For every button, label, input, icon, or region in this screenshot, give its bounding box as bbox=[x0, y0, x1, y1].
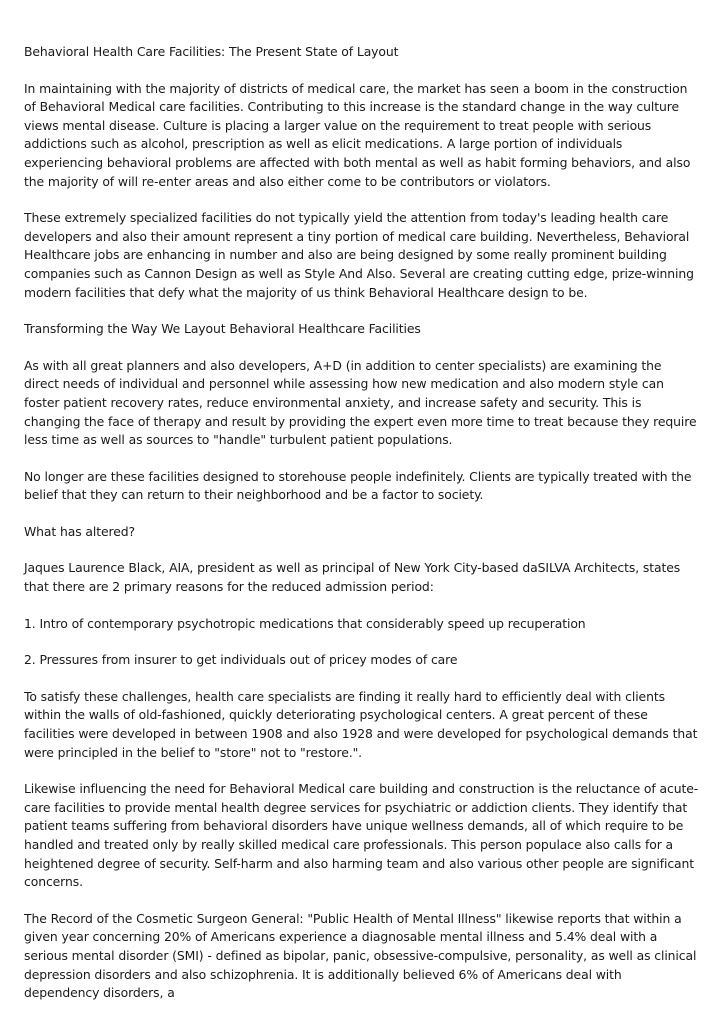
body-paragraph: The Record of the Cosmetic Surgeon General: "Public Health of Mental Illness" likewise reports that within a given year concerning 20% of Americans experience a diagnosable mental illness and 5.4% deal with a serious mental disorder (SMI) - defined as bipolar, panic, obsessive-compulsive, personality, as well as clinical depression disorders and also schizophrenia. It is additionally believed 6% of Americans deal with dependency disorders, a bbox=[24, 910, 697, 1001]
document-title: Behavioral Health Care Facilities: The Present State of Layout bbox=[24, 44, 399, 59]
document-body bbox=[24, 43, 700, 1021]
section-heading: What has altered? bbox=[24, 523, 136, 539]
list-item: 2. Pressures from insurer to get individuals out of pricey modes of care bbox=[24, 652, 458, 668]
list-item: 1. Intro of contemporary psychotropic medications that considerably speed up recuperation bbox=[24, 615, 586, 631]
body-paragraph: No longer are these facilities designed to storehouse people indefinitely. Clients are typically treated with the belief that they can return to their neighborhood and be a factor to society. bbox=[24, 468, 692, 503]
section-heading: Transforming the Way We Layout Behavioral Healthcare Facilities bbox=[24, 321, 421, 337]
body-paragraph: Likewise influencing the need for Behavioral Medical care building and construction is the reluctance of acute-care facilities to provide mental health degree services for psychiatric or addiction clients. They identify that patient teams suffering from behavioral disorders have unique wellness demands, all of which require to be handled and treated only by really skilled medical care professionals. This person populace also calls for a heightened degree of security. Self-harm and also harming team and also various other people are significant concerns. bbox=[24, 781, 699, 890]
body-paragraph: To satisfy these challenges, health care specialists are finding it really hard to efficiently deal with clients within the walls of old-fashioned, quickly deteriorating psychological centers. A great percent of these facilities were developed in between 1908 and also 1928 and were developed for psychological demands that were principled in the belief to "store" not to "restore.". bbox=[24, 688, 698, 760]
body-paragraph: As with all great planners and also developers, A+D (in addition to center specialists) are examining the direct needs of individual and personnel while assessing how new medication and also modern style can foster patient recovery rates, reduce environmental anxiety, and increase safety and security. This is changing the face of therapy and result by providing the expert even more time to treat because they require less time as well as sources to "handle" turbulent patient populations. bbox=[24, 357, 697, 448]
body-paragraph: These extremely specialized facilities do not typically yield the attention from today's leading health care developers and also their amount represent a tiny portion of medical care building. Nevertheless, Behavioral Healthcare jobs are enhancing in number and also are being designed by some really prominent building companies such as Cannon Design as well as Style And Also. Several are creating cutting edge, prize-winning modern facilities that defy what the majority of us think Behavioral Healthcare design to be. bbox=[24, 210, 694, 300]
body-paragraph: In maintaining with the majority of districts of medical care, the market has seen a boom in the construction of Behavioral Medical care facilities. Contributing to this increase is the standard change in the way culture views mental disease. Culture is placing a larger value on the requirement to treat people with serious addictions such as alcohol, prescription as well as elicit medications. A large portion of individuals experiencing behavioral problems are affected with both mental as well as habit forming behaviors, and also the majority of will re-enter areas and also either come to be contributors or violators. bbox=[24, 80, 691, 189]
body-paragraph: Jaques Laurence Black, AIA, president as well as principal of New York City-based daSILVA Architects, states that there are 2 primary reasons for the reduced admission period: bbox=[24, 560, 681, 595]
